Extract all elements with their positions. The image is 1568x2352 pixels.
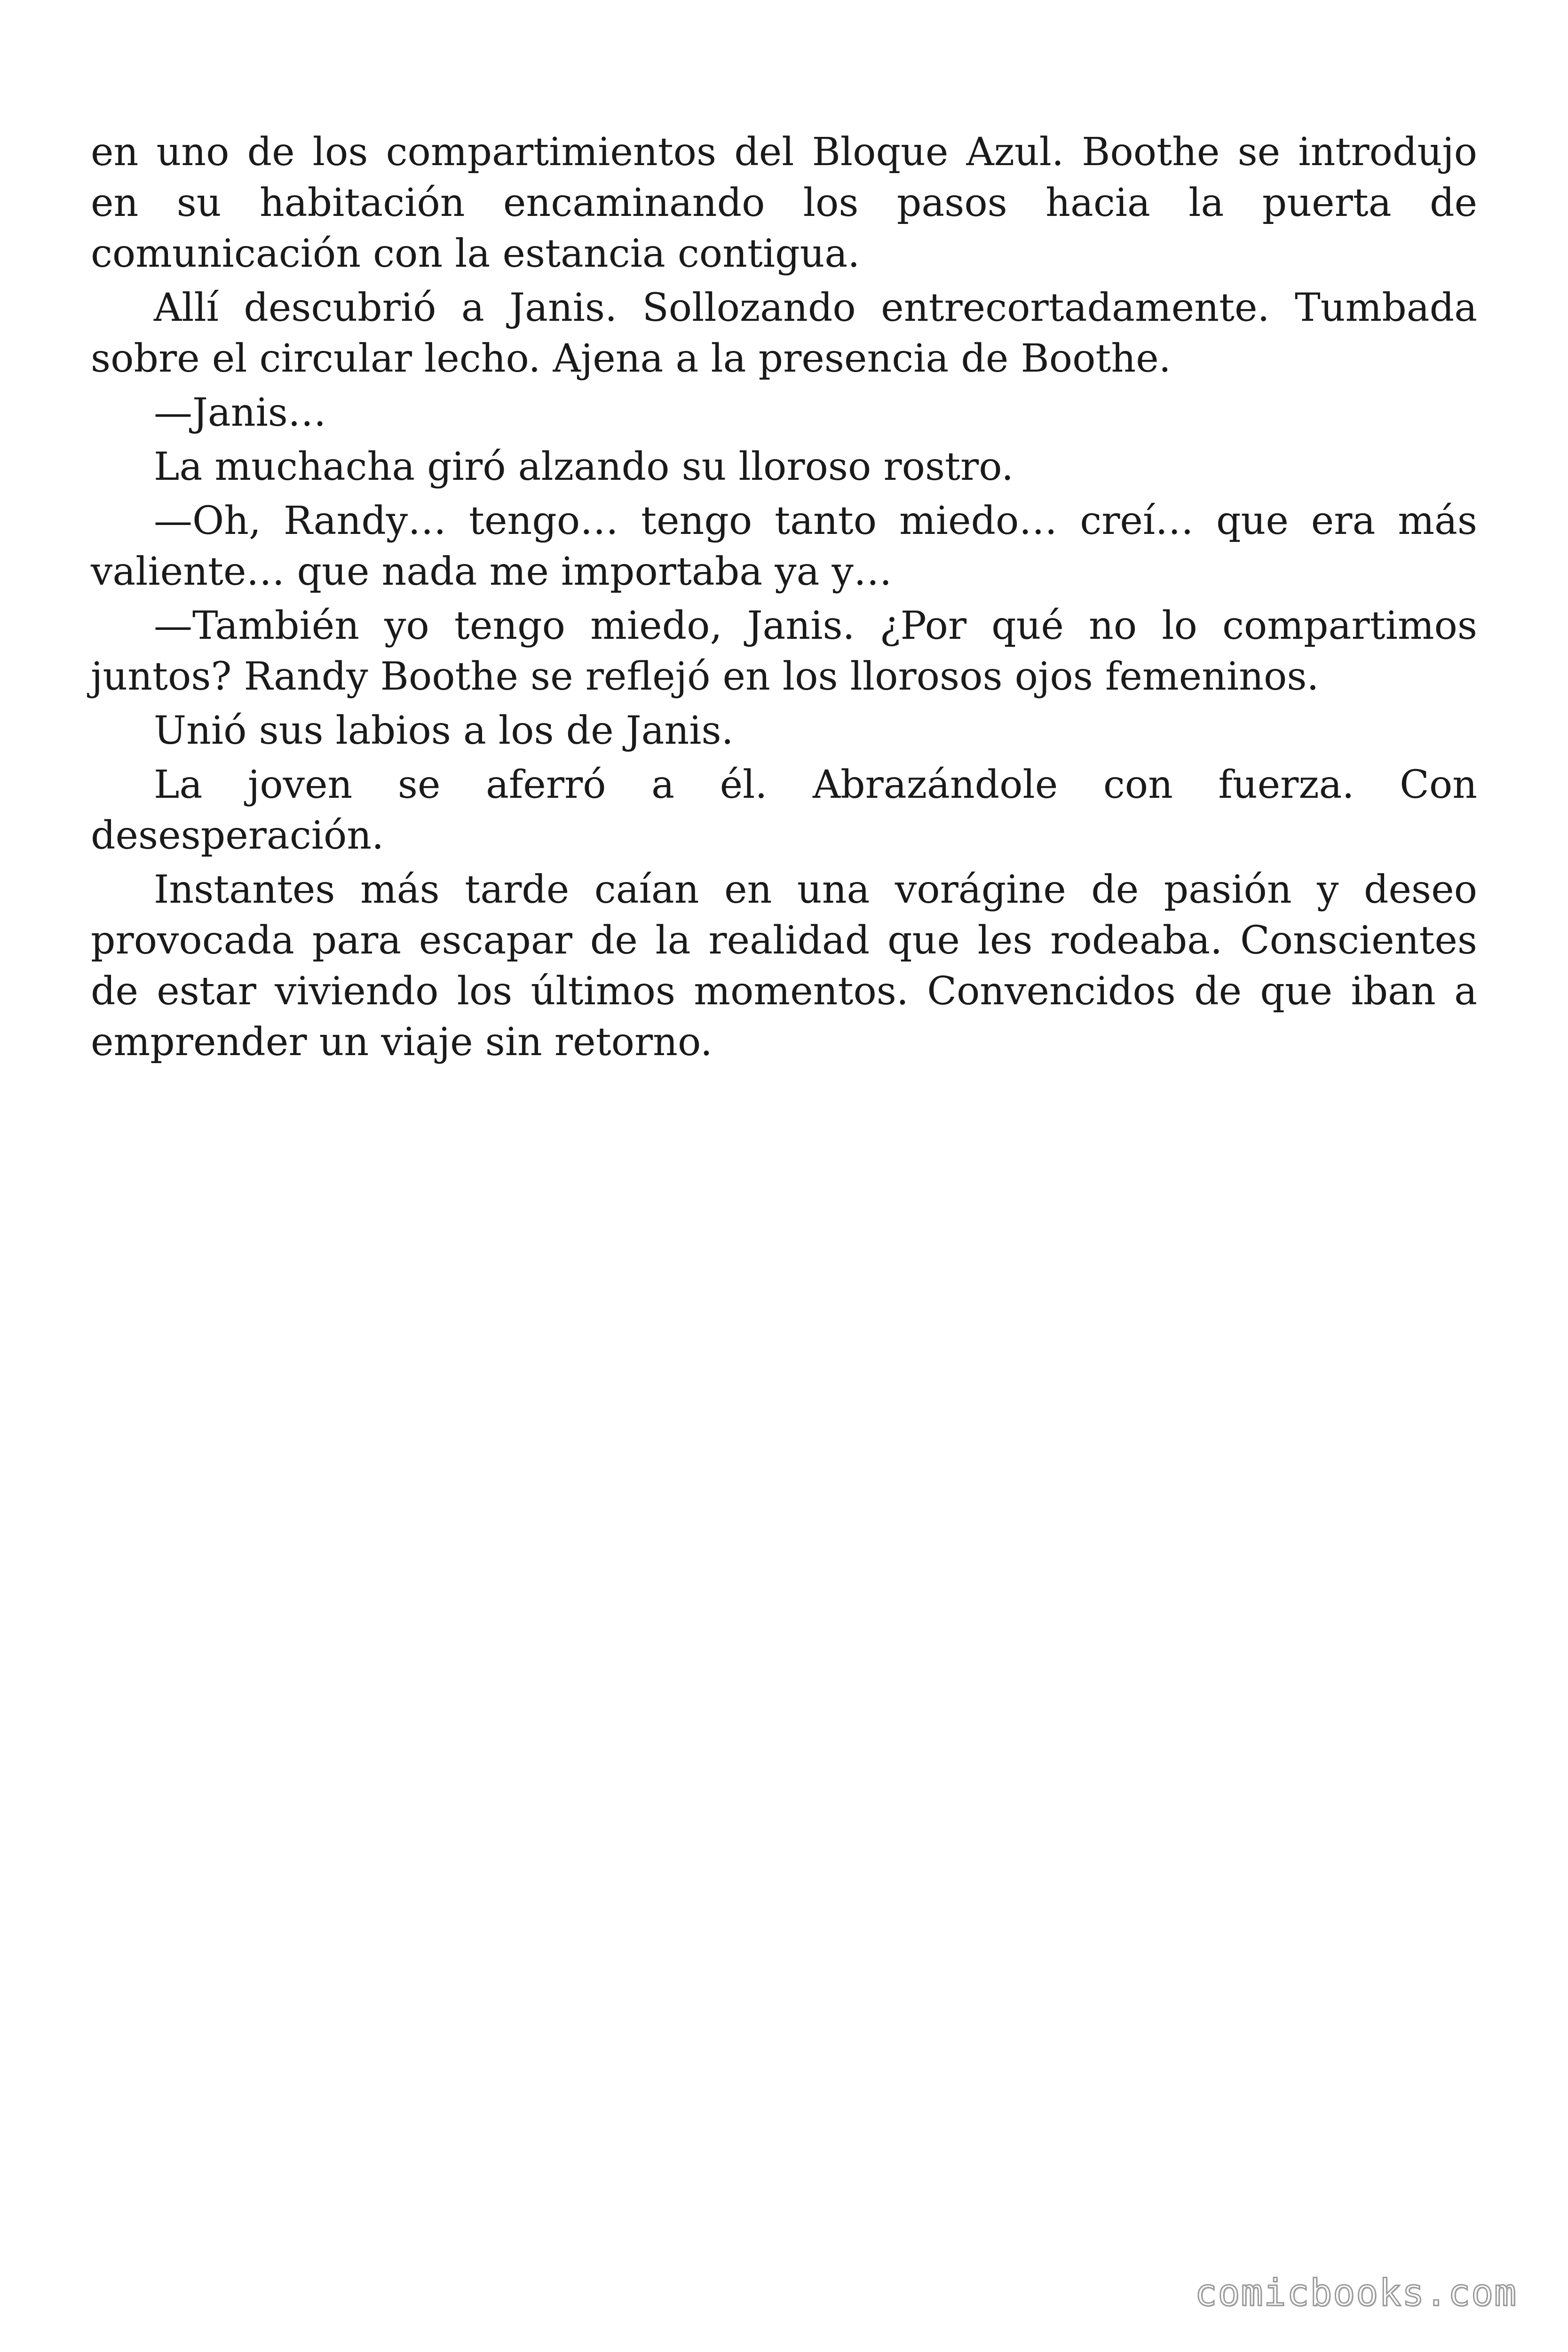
paragraph-6: —También yo tengo miedo, Janis. ¿Por qué no lo compartimos juntos? Randy Boothe se reflejó en los llorosos ojos femeninos. (91, 604, 1477, 699)
paragraph-8: La joven se aferró a él. Abrazándole con fuerza. Con desesperación. (91, 763, 1477, 858)
paragraph-5: —Oh, Randy… tengo… tengo tanto miedo… creí… que era más valiente… que nada me importaba ya y… (91, 499, 1477, 594)
paragraph-4: La muchacha giró alzando su lloroso rostro. (154, 445, 1014, 489)
paragraph-9: Instantes más tarde caían en una vorágine de pasión y deseo provocada para escapar de la realidad que les rodeaba. Conscientes de estar viviendo los últimos momentos. Convencidos de que iban a emprender un viaje sin retorno. (91, 867, 1477, 1065)
paragraph-1: en uno de los compartimientos del Bloque Azul. Boothe se introdujo en su habitación encaminando los pasos hacia la puerta de comunicación con la estancia contigua. (91, 130, 1477, 276)
page-body (91, 127, 1477, 1071)
paragraph-3: —Janis… (154, 390, 326, 435)
paragraph-7: Unió sus labios a los de Janis. (154, 708, 734, 753)
paragraph-2: Allí descubrió a Janis. Sollozando entrecortadamente. Tumbada sobre el circular lecho. Ajena a la presencia de Boothe. (91, 286, 1477, 381)
watermark: comicbooks.com (1195, 2272, 1517, 2314)
